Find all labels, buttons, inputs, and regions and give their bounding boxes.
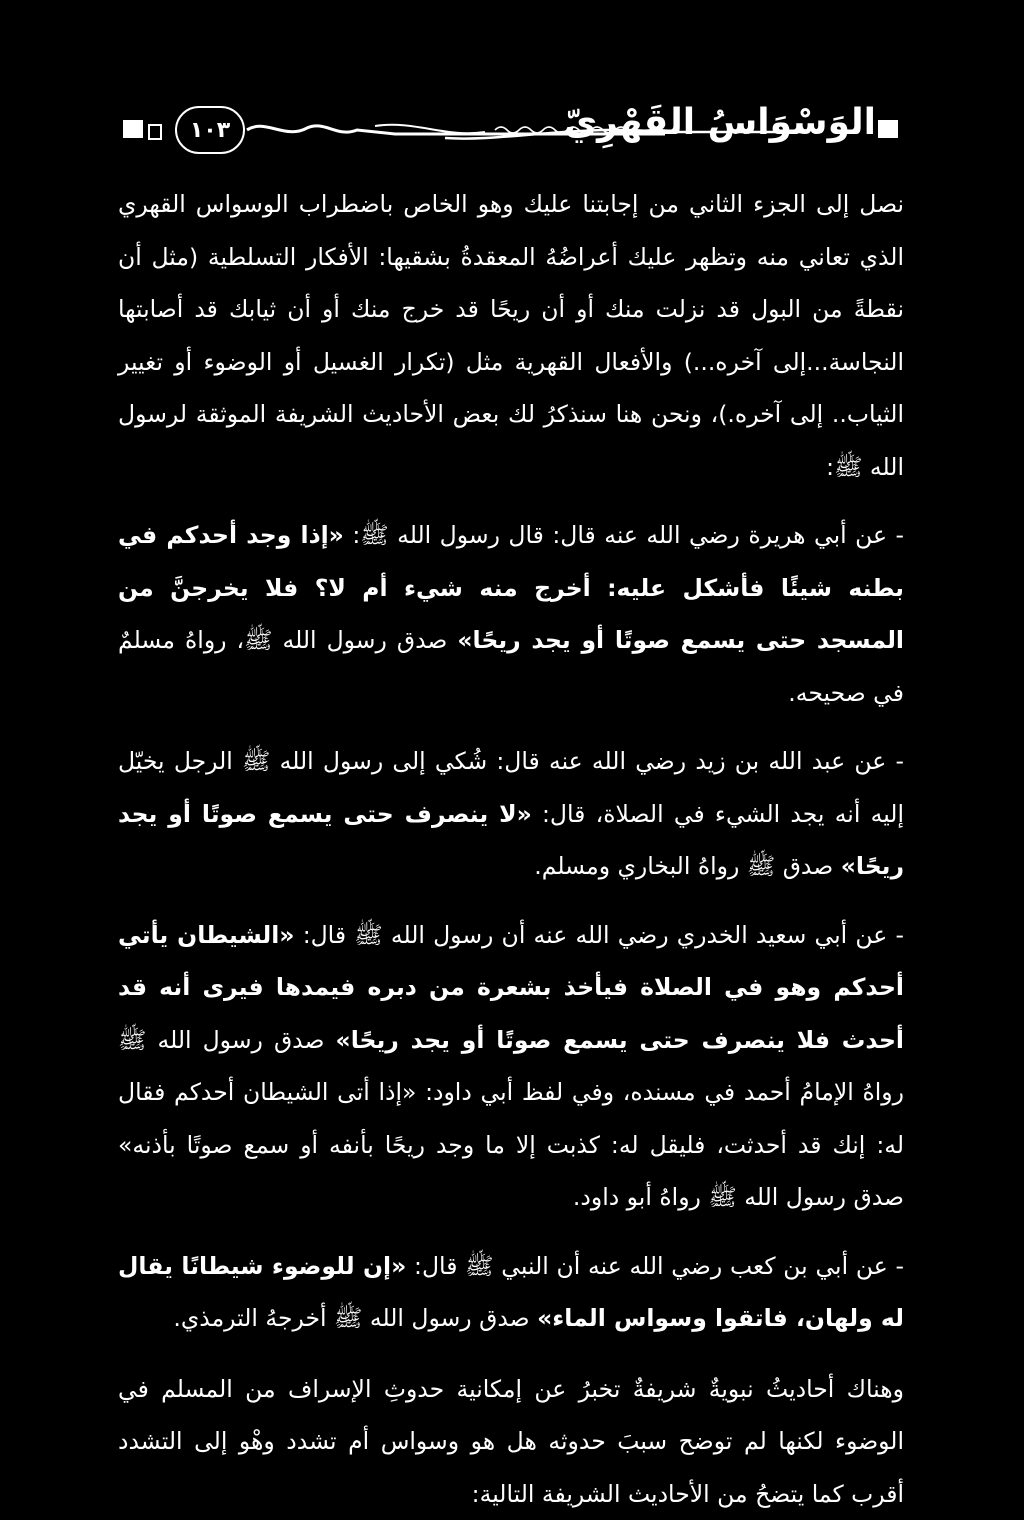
- hadith-2-quote: «لا ينصرف حتى يسمع صوتًا أو يجد ريحًا»: [118, 800, 904, 881]
- hadith-4-narration: - عن أبي بن كعب رضي الله عنه أن النبي ﷺ قال:: [406, 1252, 904, 1280]
- hadith-3: [118, 909, 904, 1224]
- header-square-icon: [878, 120, 898, 138]
- hadith-4-source: صدق رسول الله ﷺ أخرجهُ الترمذي.: [173, 1304, 537, 1332]
- hadith-1-quote: «إذا وجد أحدكم في بطنه شيئًا فأشكل عليه: أخرج منه شيء أم لا؟ فلا يخرجنَّ من المسجد حتى يسمع صوتًا أو يجد ريحًا»: [118, 521, 904, 654]
- hadith-3-narration: - عن أبي سعيد الخدري رضي الله عنه أن رسول الله ﷺ قال:: [295, 921, 905, 949]
- page-body: [118, 178, 904, 1520]
- chapter-title: الوَسْوَاسُ القَهْرِيّ: [668, 102, 876, 150]
- hadith-2: [118, 735, 904, 893]
- hadith-2-source: صدق ﷺ رواهُ البخاري ومسلم.: [534, 852, 840, 880]
- page-number: ١٠٣: [175, 106, 245, 154]
- hadith-3-source: صدق رسول الله ﷺ رواهُ الإمامُ أحمد في مسنده، وفي لفظ أبي داود: «إذا أتى الشيطان أحدكم فقال له: إنك قد أحدثت، فليقل له: كذبت إلا ما وجد ريحًا بأنفه أو سمع صوتًا بأذنه» صدق رسول الله ﷺ رواهُ أبو داود.: [118, 1026, 904, 1212]
- hadith-4: [118, 1240, 904, 1345]
- hadith-4-quote: «إن للوضوء شيطانًا يقال له ولهان، فاتقوا وسواس الماء»: [118, 1252, 904, 1333]
- hadith-1-source: صدق رسول الله ﷺ، رواهُ مسلمٌ في صحيحه.: [118, 626, 904, 707]
- header-square-icon: [123, 120, 143, 138]
- intro-paragraph: نصل إلى الجزء الثاني من إجابتنا عليك وهو الخاص باضطراب الوسواس القهري الذي تعاني منه وتظهر عليك أعراضُهُ المعقدةُ بشقيها: الأفكار التسلطية (مثل أن نقطةً من البول قد نزلت منك أو أن ريحًا قد خرج منك أو أن ثيابك قد أصابتها النجاسة...إلى آخره...) والأفعال القهرية مثل (تكرار الغسيل أو الوضوء أو تغيير الثياب.. إلى آخره.)، ونحن هنا سنذكرُ لك بعض الأحاديث الشريفة الموثقة لرسول الله ﷺ:: [118, 178, 904, 493]
- hadith-2-narration: - عن عبد الله بن زيد رضي الله عنه قال: شُكي إلى رسول الله ﷺ الرجل يخيّل إليه أنه يجد الشيء في الصلاة، قال:: [118, 747, 904, 828]
- hadith-1-narration: - عن أبي هريرة رضي الله عنه قال: قال رسول الله ﷺ:: [344, 521, 904, 549]
- closing-paragraph: وهناك أحاديثُ نبويةٌ شريفةٌ تخبرُ عن إمكانية حدوثِ الإسراف من المسلم في الوضوء لكنها لم توضح سببَ حدوثه هل هو وسواس أم تشدد وهْو إلى التشدد أقرب كما يتضحُ من الأحاديث الشريفة التالية:: [118, 1363, 904, 1520]
- page-header: [120, 98, 900, 158]
- hadith-3-quote: «الشيطان يأتي أحدكم وهو في الصلاة فيأخذ بشعرة من دبره فيمدها فيرى أنه قد أحدث فلا ينصرف حتى يسمع صوتًا أو يجد ريحًا»: [118, 921, 904, 1054]
- header-square-outline-icon: [148, 124, 162, 140]
- hadith-1: [118, 509, 904, 719]
